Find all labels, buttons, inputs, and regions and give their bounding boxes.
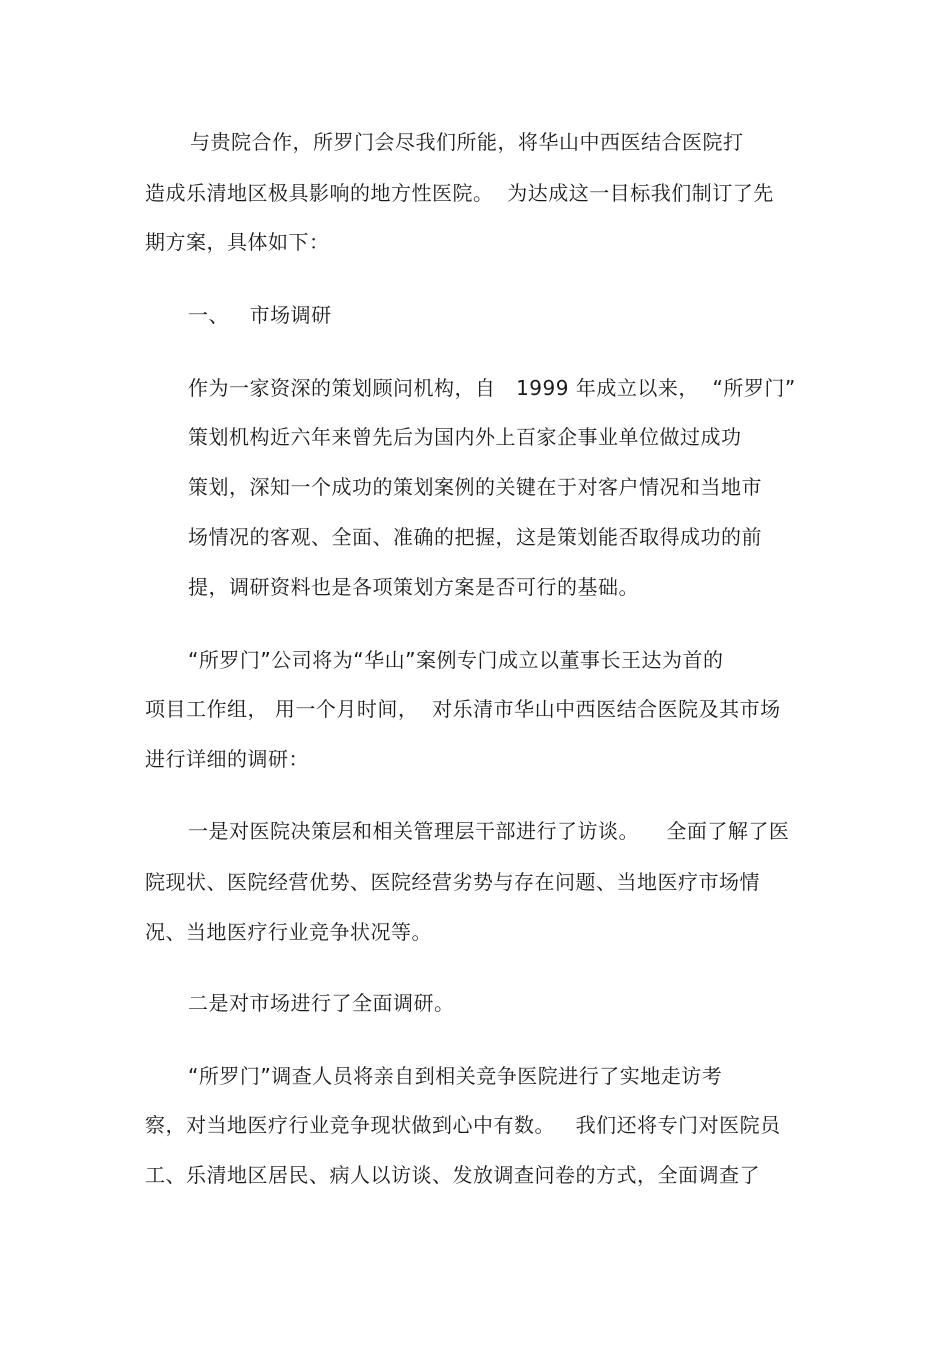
paragraph-line: 与贵院合作，所罗门会尽我们所能，将华山中西医结合医院打 [190,130,744,154]
paragraph-line: 作为一家资深的策划顾问机构，自 1999 年成立以来， “所罗门” [188,376,796,400]
paragraph-line: 策划机构近六年来曾先后为国内外上百家企事业单位做过成功 [188,425,742,449]
paragraph-line: 造成乐清地区极具影响的地方性医院。 为达成这一目标我们制订了先 [145,181,774,205]
paragraph-line: 提，调研资料也是各项策划方案是否可行的基础。 [188,575,639,599]
paragraph-line: “所罗门”调查人员将亲自到相关竞争医院进行了实地走访考 [188,1064,723,1088]
paragraph-line: 一是对医院决策层和相关管理层干部进行了访谈。 全面了解了医 [188,819,790,843]
paragraph-line: 况、当地医疗行业竞争状况等。 [145,920,432,944]
paragraph-line: 策划，深知一个成功的策划案例的关键在于对客户情况和当地市 [188,475,762,499]
paragraph-line: 进行详细的调研： [145,747,309,771]
paragraph-line: 期方案，具体如下： [145,230,330,254]
paragraph-line: 项目工作组， 用一个月时间， 对乐清市华山中西医结合医院及其市场 [145,697,781,721]
paragraph-line: 察，对当地医疗行业竞争现状做到心中有数。 我们还将专门对医院员 [145,1113,781,1137]
paragraph-line: 二是对市场进行了全面调研。 [188,991,455,1015]
section-heading: 一、 市场调研 [188,303,332,327]
paragraph-line: 院现状、医院经营优势、医院经营劣势与存在问题、当地医疗市场情 [145,870,760,894]
paragraph-line: 场情况的客观、全面、准确的把握，这是策划能否取得成功的前 [188,525,762,549]
paragraph-line: 工、乐清地区居民、病人以访谈、发放调查问卷的方式，全面调查了 [145,1163,760,1187]
paragraph-line: “所罗门”公司将为“华山”案例专门成立以董事长王达为首的 [188,648,724,672]
